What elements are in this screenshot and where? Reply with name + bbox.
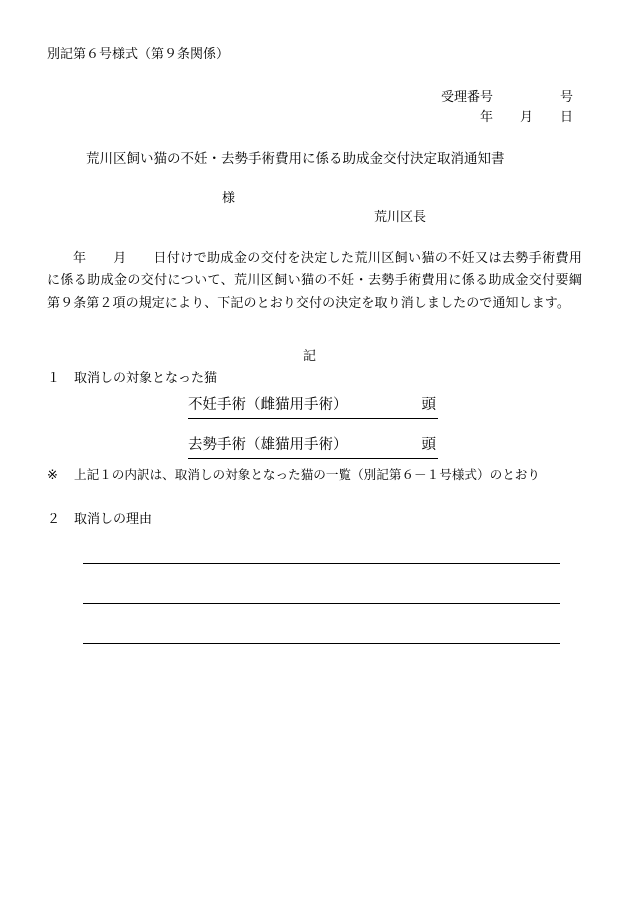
addressee-suffix: 様 (222, 191, 236, 206)
reason-line (83, 563, 560, 564)
reason-line (83, 603, 560, 604)
section2-title: 取消しの理由 (74, 512, 153, 527)
sender-name: 荒川区長 (374, 210, 427, 225)
date-day-label: 日 (560, 110, 574, 125)
cat-count-row-spay (188, 398, 438, 419)
date-month-label: 月 (520, 110, 534, 125)
note-mark: ※ (47, 468, 58, 483)
receipt-number-suffix: 号 (560, 90, 574, 105)
ki-heading: 記 (303, 349, 317, 364)
cat-row-label: 去勢手術（雄猫用手術） (188, 437, 348, 453)
document-title: 荒川区飼い猫の不妊・去勢手術費用に係る助成金交付決定取消通知書 (86, 151, 505, 167)
cat-row-unit: 頭 (421, 397, 436, 413)
cat-count-row-neuter (188, 438, 438, 459)
section1-title: 取消しの対象となった猫 (74, 371, 218, 386)
section1-number: １ (47, 371, 61, 386)
cat-row-label: 不妊手術（雌猫用手術） (188, 397, 348, 413)
form-label: 別記第６号様式（第９条関係） (47, 47, 230, 62)
cat-row-unit: 頭 (421, 437, 436, 453)
date-year-label: 年 (480, 110, 494, 125)
reason-line (83, 643, 560, 644)
section2-number: ２ (47, 512, 61, 527)
receipt-number-label: 受理番号 (441, 90, 494, 105)
body-paragraph: 年 月 日付けで助成金の交付を決定した荒川区飼い猫の不妊又は去勢手術費用に係る助成金の交付について、荒川区飼い猫の不妊・去勢手術費用に係る助成金交付要綱第９条第２項の規定により、下記のとおり交付の決定を取り消しましたので通知します。 (47, 251, 582, 311)
note-text: 上記１の内訳は、取消しの対象となった猫の一覧（別記第６－１号様式）のとおり (74, 467, 540, 482)
